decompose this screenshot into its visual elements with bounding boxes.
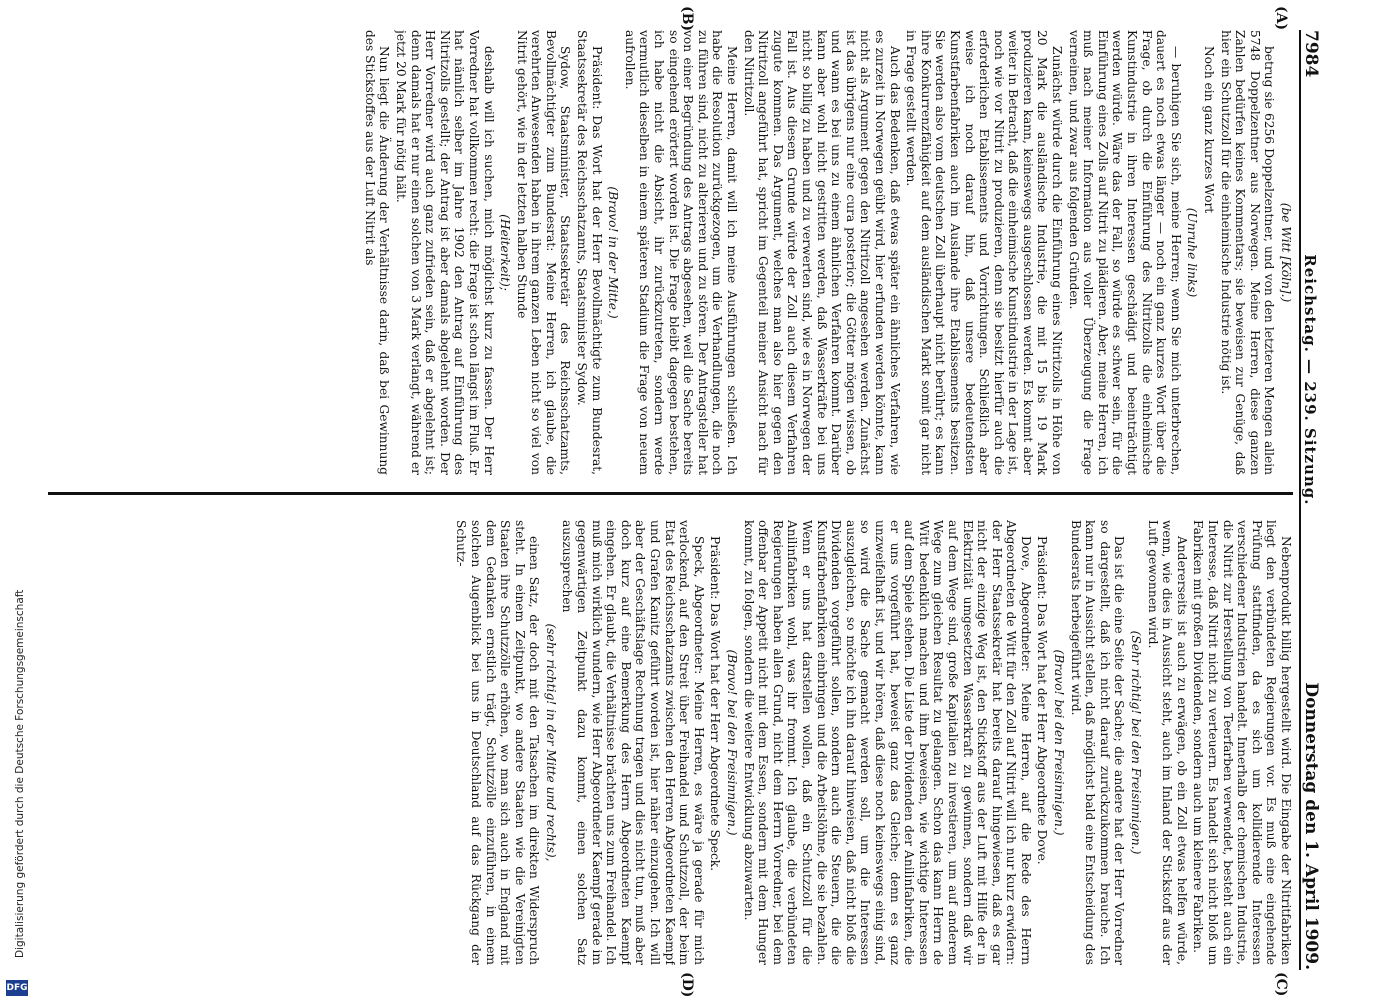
paragraph: (Bravo! in der Mitte.): [606, 186, 621, 319]
paragraph: Speck, Abgeordneter: Meine Herren, es wäre ja gerade für mich verlockend, auf den Streit über Freihandel und Schutzzoll, der beim Etat des Reichsschatzamts zwischen den Herren Abgeordneten Kaempf und Grafen Kanitz geführt worden ist, hier näher einzugehen. Ich will aber der Geschäftslage Rechnung tragen und dies nicht tun, muß aber doch kurz auf eine Bemerkung des Herrn Abgeordneten Kaempf eingehen. Er glaubt, die Verhältnisse brächten uns zum Freihandel. Ich muß mich wirklich wundern, wie Herr Abgeordneter Kaempf gerade im gegenwärtigen Zeitpunkt dazu kommt, einen solchen Satz auszusprechen: [560, 520, 706, 965]
paragraph: Dove, Abgeordneter: Meine Herren, auf die Rede des Herrn Abgeordneten de Witt für den Zoll auf Nitrit will ich nur kurz erwidern: der Herr Staatssekretär hat bereits darauf hingewiesen, daß es gar nicht der einzige Weg ist, den Stickstoff aus der Luft mit Hilfe der in Elektrizität umgesetzten Wasserkraft zu gewinnen, sondern daß wir auf dem Wege sind, große Kapitalien zu investieren, um auf anderem Wege zum gleichen Resultat zu gelangen. Schon das kann Herrn de Witt bedenklich machen und ihm beweisen, wie wichtige Interessen auf dem Spiele stehen. Die Liste der Dividenden der Anilinfabriken, die er uns vorgeführt hat, beweist ganz das Gleiche; denn es ganz unzweifelhaft ist, und wir hören, daß diese noch keineswegs einig sind, so wird die Sache gemacht werden soll, um die Interessen auszugleichen, so möchte ich ihn darauf hinweisen, daß nicht bloß die Dividenden vorgeführt sollen, sondern auch die Steuern, die die Kunstfarbenfabriken einbringen und die Arbeitslöhne, die sie bezahlen. Wenn er uns hat darstellen wollen, daß ein Schutzzoll für die Anilinfabriken wohl, was ihr frommt. Ich glaube, die verbündeten Regierungen haben allen Grund, nicht dem Herrn Vorredner, bei dem offenbar der Appetit nicht mit dem Essen, sondern mit dem Hunger kommt, zu folgen, sondern die weitere Entwicklung abzuwarten.: [741, 520, 1033, 965]
paragraph: Andererseits ist auch zu erwägen, ob ein Zoll etwas helfen würde, wenn, wie dies in Aussicht steht, auch im Inland der Stickstoff aus der Luft gewonnen wird.: [1145, 520, 1189, 965]
paragraph: Meine Herren, damit will ich meine Ausführungen schließen. Ich habe die Resolution zurückgezogen, um die Verhandlungen, die noch zu führen sind, nicht zu alterieren und zu stören. Der Antragsteller hat von einer Begründung des Antrags abgesehen, weil die Sache bereits so eingehend erörtert worden ist. Die Frage bleibt dagegen bestehen, ich habe nicht die Absicht, ihr zurückzutreten, sondern werde vermutlich dieselben in einem späteren Stadium die Frage von neuem aufrollen.: [622, 30, 740, 475]
paragraph: einen Satz, der doch mit den Tatsachen im direkten Widerspruch steht. In einem Zeitpunkt, wo andere Staaten wie die Vereinigten Staaten ihre Schutzzölle erhöhen, wo man sich auch in England mit dem Gedanken ernstlich trägt, Schutzzölle einzuführen, in einem solchen Augenblick bei uns in Deutschland auf das Rückgang der Schutz-: [454, 520, 542, 965]
margin-marker-b: (B): [679, 6, 695, 32]
session-date: Donnerstag den 1. April 1909.: [1301, 682, 1321, 970]
digitization-side-strip: [2, 0, 32, 1000]
page-header: [1299, 30, 1329, 970]
session-title: Reichstag. — 239. Sitzung.: [1301, 254, 1319, 506]
paragraph: (Heiterkeit);: [498, 214, 513, 291]
paragraph: (Bravo! bei den Freisinnigen.): [1052, 649, 1067, 836]
paragraph: deshalb will ich suchen, mich möglichst kurz zu fassen. Der Herr Vorredner hat vollkommen recht: die Frage ist schon längst im Fluß. Er hat nämlich selber im Jahre 1902 den Antrag auf Einführung des Nitritzolls gestellt; der Antrag ist aber damals abgelehnt worden. Der Herr Vorredner wird auch ganz zufrieden sein, daß er abgelehnt ist; denn damals hat er nur einen solchen von 3 Mark verlangt, während er jetzt 20 Mark für nötig hält.: [393, 30, 496, 475]
paragraph: — beruhigen Sie sich, meine Herren; wenn Sie mich unterbrechen, dauert es noch etwas länger — noch ein ganz kurzes Wort über die Frage, ob durch die Einführung des Nitritzolls die einheimische Kunstindustrie in ihren Interessen geschädigt und beeinträchtigt werden würde. Wäre das der Fall, so würde es schwer sein, für die Einführung eines Zolls auf Nitrit zu plädieren. Aber, meine Herren, ich muß nach meiner Information aus voller Überzeugung die Frage verneinen, und zwar aus folgenden Gründen.: [1066, 30, 1183, 475]
right-text-column: [48, 520, 1293, 965]
paragraph: Sydow, Staatsminister, Staatssekretär des Reichsschatzamts, Bevollmächtigter zum Bundesrat: Meine Herren, ich glaube, die verehrten Anwesenden haben in ihrem ganzen Leben nicht so viel von Nitrit gehört, wie in der letzten halben Stunde: [514, 30, 573, 475]
margin-marker-d: (D): [679, 972, 695, 998]
scanned-page: [35, 0, 1335, 1000]
paragraph: betrug sie 6256 Doppelzentner, und von den letzteren Mengen allein 5748 Doppelzentner aus Norwegen. Meine Herren, diese ganzen Zahlen bedürfen keines Kommentars; sie beweisen zur Genüge, daß hier ein Schutzzoll für die einheimische Industrie nötig ist.: [1218, 30, 1277, 475]
paragraph: Auch das Bedenken, daß etwas später ein ähnliches Verfahren, wie es zurzeit in Norwegen geübt wird, hier erfunden werden könnte, kann nicht als Argument gegen den Nitritzoll angesehen werden. Zunächst ist das übrigens nur eine cura posterior; die Götter mögen wissen, ob und wann es bei uns zu einem ähnlichen Verfahren kommt. Darüber kann aber wohl nicht gestritten werden, daß Wasserkräfte bei uns nicht so billig zu haben und zu verwerten sind, wie es in Norwegen der Fall ist. Aus diesem Grunde würde der Zoll auch diesem Verfahren zugute kommen. Das Argument, welches man also hier gegen den Nitritzoll angeführt hat, spricht im Gegenteil meiner Ansicht nach für den Nitritzoll.: [741, 30, 902, 475]
paragraph: (sehr richtig! in der Mitte und rechts),: [543, 623, 558, 862]
margin-marker-c: (C): [1273, 972, 1289, 997]
paragraph: Nun liegt die Änderung der Verhältnisse darin, daß bei Gewinnung des Stickstoffes aus der Luft Nitrit als: [362, 30, 392, 475]
paragraph: (Sehr richtig! bei den Freisinnigen.): [1129, 630, 1144, 855]
paragraph: Zunächst würde durch die Einführung eines Nitritzolls in Höhe von 20 Mark die ausländische Industrie, die mit 15 bis 19 Mark produzieren kann, keineswegs ausgeschlossen werden. Es kommt aber weiter in Betracht, daß die einheimische Kunstindustrie in der Lage ist, noch wie vor Nitrit zu produzieren, denn sie besitzt hierfür auch die erforderlichen Etablissements und Vorrichtungen. Schließlich aber weise ich noch darauf hin, daß unsere bedeutendsten Kunstfarbenfabriken auch im Auslande ihre Etablissements besitzen. Sie werden also vom deutschen Zoll überhaupt nicht berührt; es kann ihre Konkurrenzfähigkeit auf dem ausländischen Markt somit gar nicht in Frage gestellt werden.: [904, 30, 1065, 475]
paragraph: Präsident: Das Wort hat der Herr Bevollmächtigte zum Bundesrat, Staatssekretär des Reichsschatzamts, Staatsminister Sydow.: [575, 30, 604, 475]
margin-marker-a: (A): [1273, 6, 1289, 31]
page-number: 7984: [1301, 30, 1321, 78]
paragraph: Präsident: Das Wort hat der Herr Abgeordnete Speck.: [708, 536, 723, 872]
paragraph: Präsident: Das Wort hat der Herr Abgeordnete Dove.: [1035, 536, 1050, 865]
paragraph: Nebenprodukt billig hergestellt wird. Die Eingabe der Nitritfabriken liegt den verbündeten Regierungen vor. Es muß eine eingehende Prüfung stattfinden, da es sich um kollidierende Interessen verschiedener Industrien handelt. Innerhalb der chemischen Industrie, die Nitrit zur Herstellung von Teerfarben verwendet, besteht auch ein Interesse, daß Nitrit nicht zu verteuern. Es handelt sich nicht bloß um Fabriken mit großen Dividenden, sondern auch um kleinere Fabriken.: [1191, 520, 1293, 965]
dfg-logo: DFG: [6, 980, 28, 996]
paragraph: (Unruhe links): [1185, 207, 1200, 298]
paragraph: (Bravo! bei den Freisinnigen.): [725, 649, 740, 836]
paragraph: (be Witt [Köln].): [1279, 202, 1293, 303]
left-text-column: [48, 30, 1293, 475]
column-divider: [48, 492, 1293, 495]
paragraph: Noch ein ganz kurzes Wort: [1202, 46, 1217, 214]
dfg-caption: Digitalisierung gefördert durch die Deutsche Forschungsgemeinschaft: [14, 589, 26, 958]
paragraph: Das ist die eine Seite der Sache; die andere hat der Herr Vorredner so dargestellt, daß ich nicht darauf zurückzukommen brauche. Ich kann nur in Aussicht stellen, daß möglichst bald eine Entscheidung des Bundesrats herbeigeführt wird.: [1068, 520, 1127, 965]
